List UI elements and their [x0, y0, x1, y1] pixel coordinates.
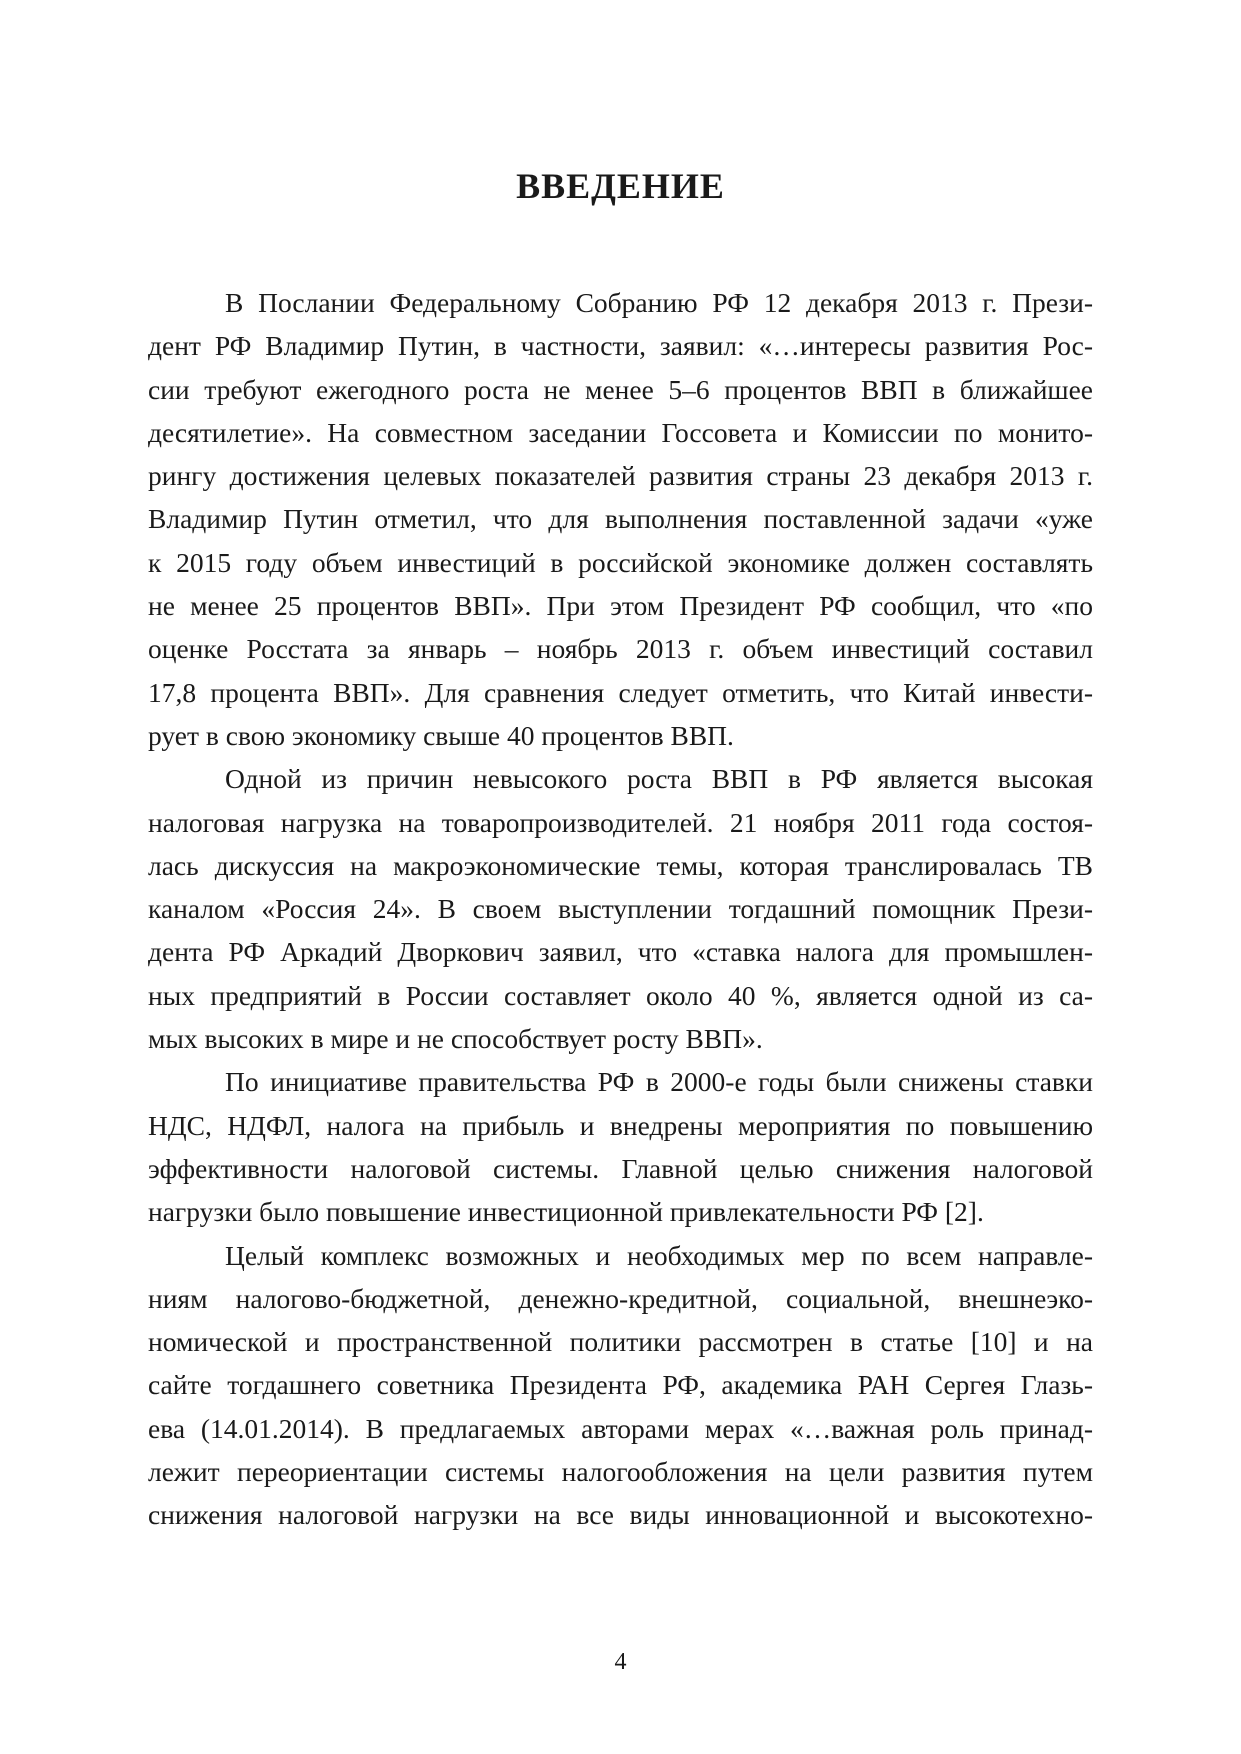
text-line: Владимир Путин отметил, что для выполнения поставленной задачи «уже [148, 503, 1093, 535]
text-line: ных предприятий в России составляет около 40 %, является одной из са- [148, 979, 1093, 1011]
text-line: 17,8 процента ВВП». Для сравнения следует отметить, что Китай инвести- [148, 676, 1093, 708]
text-line: налоговая нагрузка на товаропроизводителей. 21 ноября 2011 года состоя- [148, 806, 1093, 838]
text-line: десятилетие». На совместном заседании Госсовета и Комиссии по монито- [148, 416, 1093, 448]
text-line: Целый комплекс возможных и необходимых мер по всем направле- [225, 1239, 1093, 1271]
text-line: рует в свою экономику свыше 40 процентов ВВП. [148, 719, 734, 751]
text-line: лась дискуссия на макроэкономические темы, которая транслировалась ТВ [148, 849, 1093, 881]
text-line: каналом «Россия 24». В своем выступлении тогдашний помощник Прези- [148, 893, 1093, 925]
text-line: ева (14.01.2014). В предлагаемых авторами мерах «…важная роль принад- [148, 1412, 1093, 1444]
text-line: лежит переориентации системы налогообложения на цели развития путем [148, 1456, 1093, 1488]
text-line: дента РФ Аркадий Дворкович заявил, что «ставка налога для промышлен- [148, 936, 1093, 968]
text-line: сайте тогдашнего советника Президента РФ, академика РАН Сергея Глазь- [148, 1369, 1093, 1401]
text-line: нагрузки было повышение инвестиционной привлекательности РФ [2]. [148, 1196, 984, 1228]
text-line: снижения налоговой нагрузки на все виды инновационной и высокотехно- [148, 1499, 1093, 1531]
text-line: Одной из причин невысокого роста ВВП в РФ является высокая [225, 763, 1093, 795]
text-line: рингу достижения целевых показателей развития страны 23 декабря 2013 г. [148, 460, 1093, 492]
text-line: ниям налогово-бюджетной, денежно-кредитной, социальной, внешнеэко- [148, 1282, 1093, 1314]
text-line: не менее 25 процентов ВВП». При этом Президент РФ сообщил, что «по [148, 590, 1093, 622]
text-line: к 2015 году объем инвестиций в российской экономике должен составлять [148, 546, 1093, 578]
text-line: В Послании Федеральному Собранию РФ 12 декабря 2013 г. Прези- [225, 287, 1093, 318]
text-line: эффективности налоговой системы. Главной целью снижения налоговой [148, 1152, 1093, 1184]
text-line: мых высоких в мире и не способствует росту ВВП». [148, 1023, 763, 1055]
page-number: 4 [614, 1649, 627, 1675]
text-line: оценке Росстата за январь – ноябрь 2013 г. объем инвестиций составил [148, 633, 1093, 665]
page-title: ВВЕДЕНИЕ [516, 166, 725, 206]
text-line: номической и пространственной политики рассмотрен в статье [10] и на [148, 1326, 1093, 1358]
body-text [148, 281, 1093, 1537]
text-line: сии требуют ежегодного роста не менее 5–6 процентов ВВП в ближайшее [148, 373, 1093, 405]
text-line: НДС, НДФЛ, налога на прибыль и внедрены мероприятия по повышению [148, 1109, 1093, 1141]
text-line: дент РФ Владимир Путин, в частности, заявил: «…интересы развития Рос- [148, 330, 1093, 362]
text-line: По инициативе правительства РФ в 2000-е годы были снижены ставки [225, 1066, 1093, 1098]
